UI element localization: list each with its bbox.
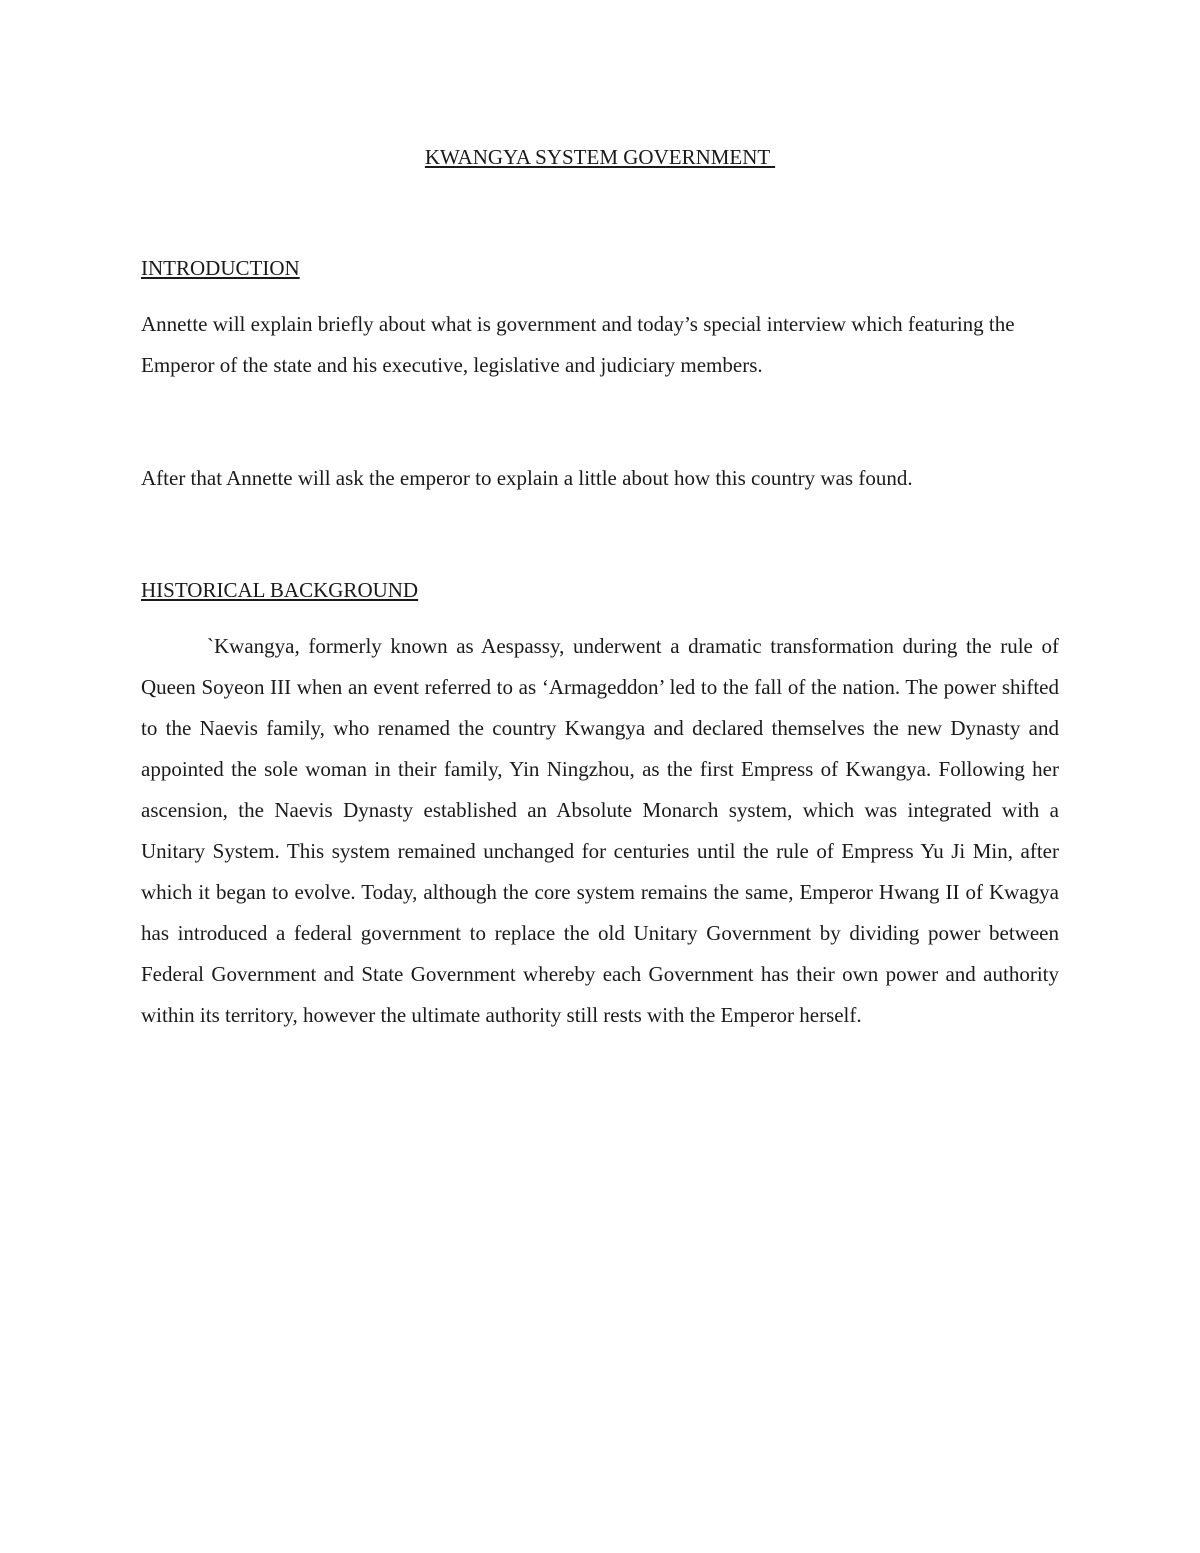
- section-heading-introduction: INTRODUCTION: [141, 256, 300, 280]
- introduction-paragraph-2: After that Annette will ask the emperor to explain a little about how this country was found.: [141, 466, 913, 490]
- section-heading-historical-background: HISTORICAL BACKGROUND: [141, 578, 419, 602]
- document-title: KWANGYA SYSTEM GOVERNMENT: [424, 145, 776, 169]
- introduction-paragraph-1: Annette will explain briefly about what is government and today’s special interview which featuring the Emperor of the state and his executive, legislative and judiciary members.: [141, 312, 1015, 377]
- historical-background-paragraph: `Kwangya, formerly known as Aespassy, underwent a dramatic transformation during the rule of Queen Soyeon III when an event referred to as ‘Armageddon’ led to the fall of the nation. The power shifted to the Naevis family, who renamed the country Kwangya and declared themselves the new Dynasty and appointed the sole woman in their family, Yin Ningzhou, as the first Empress of Kwangya. Following her ascension, the Naevis Dynasty established an Absolute Monarch system, which was integrated with a Unitary System. This system remained unchanged for centuries until the rule of Empress Yu Ji Min, after which it began to evolve. Today, although the core system remains the same, Emperor Hwang II of Kwagya has introduced a federal government to replace the old Unitary Government by dividing power between Federal Government and State Government whereby each Government has their own power and authority within its territory, however the ultimate authority still rests with the Emperor herself.: [141, 634, 1059, 1027]
